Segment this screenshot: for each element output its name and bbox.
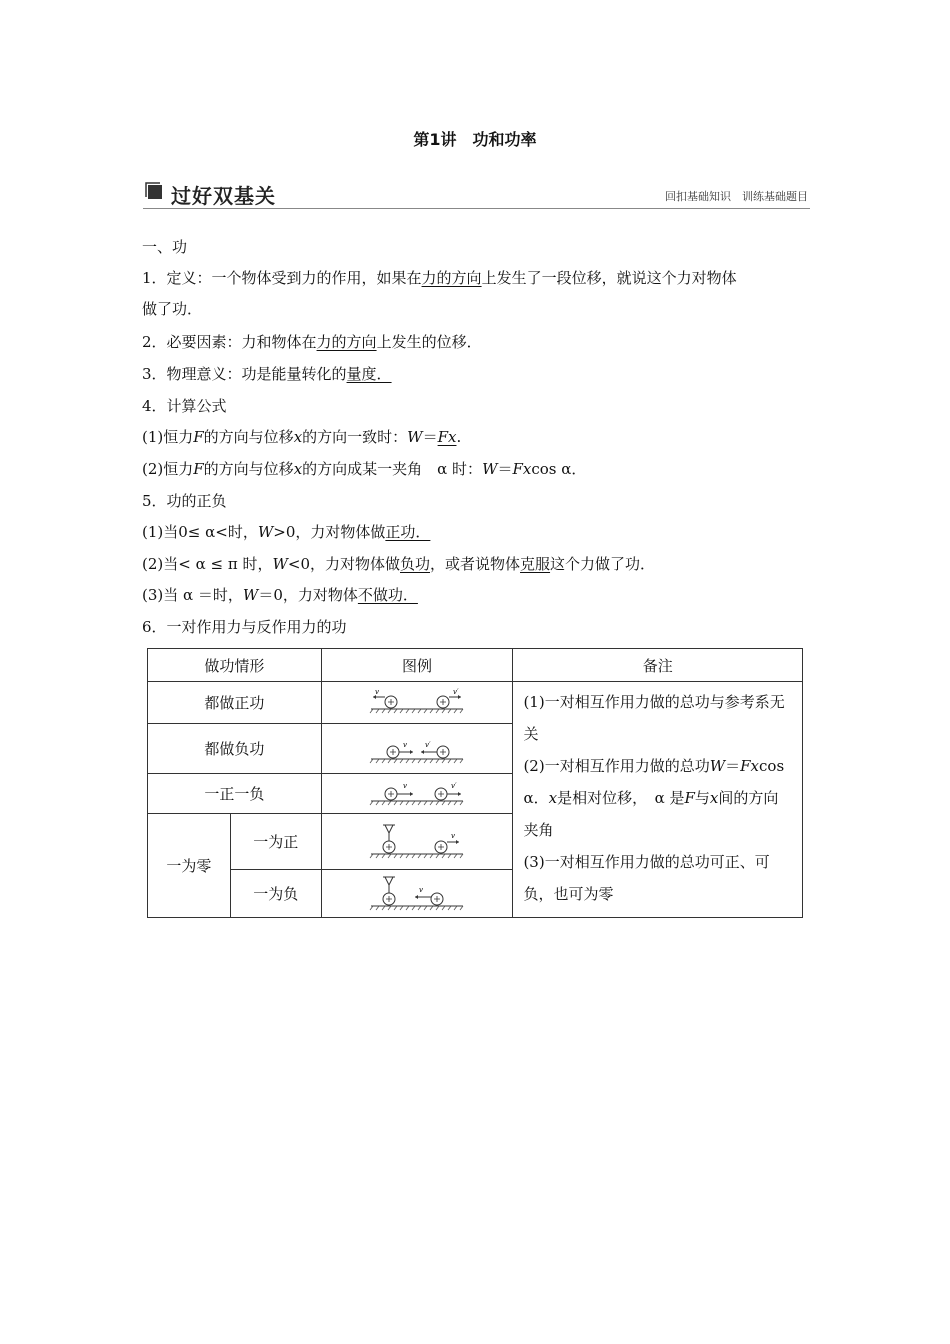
note-3: (3)一对相互作用力做的总功可正、可负，也可为零 xyxy=(523,853,770,903)
label-v: v xyxy=(451,831,456,840)
section-banner xyxy=(143,178,810,209)
table-header-row xyxy=(148,649,803,682)
label-v: v xyxy=(403,781,408,790)
figure-zero-negative-diagram xyxy=(369,874,465,914)
page-title: 第1讲 功和功率 xyxy=(413,130,537,149)
definition-line-2: 做了功． xyxy=(142,300,203,318)
sign-heading: 5．功的正负 xyxy=(142,492,227,510)
meaning-line: 3．物理意义：功是能量转化的量度． xyxy=(142,365,392,383)
sign-1: (1)当0≤ α<时，W>0，力对物体做正功． xyxy=(142,523,431,541)
figure-both-negative xyxy=(321,724,513,774)
figure-zero-negative xyxy=(321,870,513,918)
case-both-positive: 都做正功 xyxy=(148,682,322,724)
note-1: (1)一对相互作用力做的总功与参考系无关 xyxy=(523,693,785,743)
label-v: v xyxy=(419,885,424,894)
figure-both-negative-diagram xyxy=(369,734,465,764)
label-v: v xyxy=(403,740,408,749)
banner-square-icon xyxy=(145,182,163,200)
label-v-prime: v′ xyxy=(425,740,431,749)
sign-3: (3)当 α ＝时，W＝0，力对物体不做功． xyxy=(142,586,418,604)
banner-subtitle: 回扣基础知识 训练基础题目 xyxy=(665,190,808,203)
case-one-positive: 一为正 xyxy=(230,814,321,870)
section-heading: 一、功 xyxy=(142,238,188,256)
header-case: 做功情形 xyxy=(148,649,322,682)
sign-2: (2)当< α ≤ π 时，W<0，力对物体做负功，或者说物体克服这个力做了功． xyxy=(142,555,656,573)
table-row xyxy=(148,682,803,724)
figure-zero-positive xyxy=(321,814,513,870)
label-v-prime: v′ xyxy=(453,687,459,696)
case-one-positive-one-negative: 一正一负 xyxy=(148,774,322,814)
figure-both-positive xyxy=(321,682,513,724)
case-both-negative: 都做负功 xyxy=(148,724,322,774)
case-one-negative: 一为负 xyxy=(230,870,321,918)
figure-mixed-diagram xyxy=(369,779,465,809)
formula-2: (2)恒力F的方向与位移x的方向成某一夹角 α 时：W＝Fxcos α． xyxy=(142,460,587,478)
notes-cell xyxy=(513,682,803,918)
header-notes: 备注 xyxy=(513,649,803,682)
work-cases-table xyxy=(147,648,803,918)
note-2: (2)一对相互作用力做的总功W＝Fxcos α．x是相对位移， α 是F与x间的方向夹角 xyxy=(523,757,785,839)
figure-zero-positive-diagram xyxy=(369,822,465,862)
requirement-line: 2．必要因素：力和物体在力的方向上发生的位移． xyxy=(142,333,482,351)
header-figure: 图例 xyxy=(321,649,513,682)
definition-line: 1．定义：一个物体受到力的作用，如果在力的方向上发生了一段位移，就说这个力对物体 xyxy=(142,269,737,287)
label-v: v xyxy=(375,687,380,696)
formula-1: (1)恒力F的方向与位移x的方向一致时：W＝Fx. xyxy=(142,428,462,446)
pair-heading: 6．一对作用力与反作用力的功 xyxy=(142,618,347,636)
label-v-prime: v′ xyxy=(451,781,457,790)
figure-both-positive-diagram xyxy=(369,688,465,718)
banner-title: 过好双基关 xyxy=(171,184,276,208)
formula-heading: 4．计算公式 xyxy=(142,397,227,415)
case-one-zero: 一为零 xyxy=(148,814,231,918)
figure-one-positive-one-negative xyxy=(321,774,513,814)
